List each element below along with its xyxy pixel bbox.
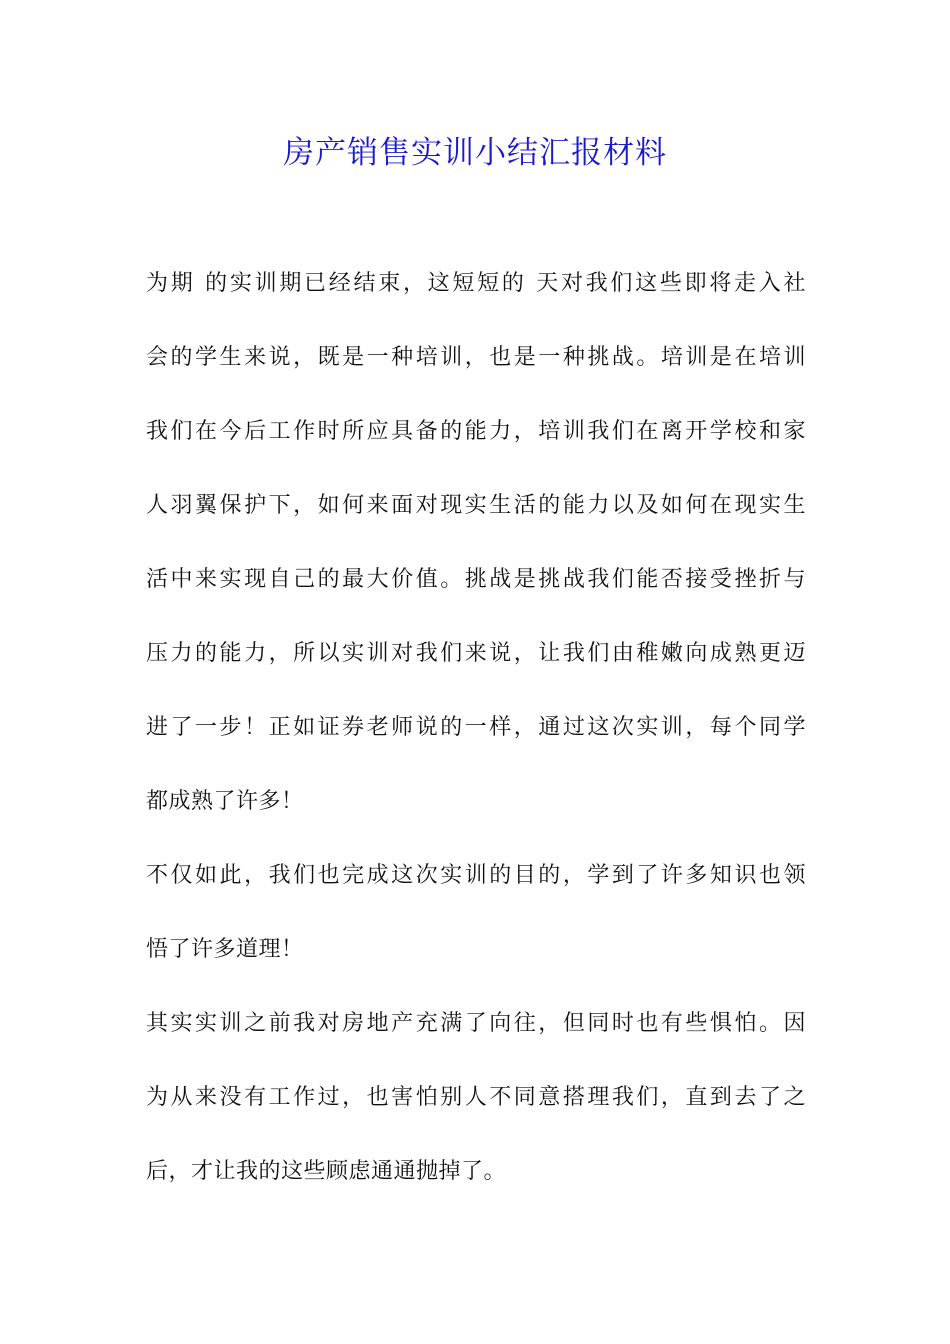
text-line: 为从来没有工作过，也害怕别人不同意搭理我们，直到去了之 (146, 1085, 806, 1110)
document-title: 房产销售实训小结汇报材料 (283, 135, 667, 171)
paragraph-2 (146, 852, 806, 1000)
text-line: 都成熟了许多！ (146, 789, 304, 814)
text-line: 会的学生来说，既是一种培训，也是一种挑战。培训是在培训 (146, 345, 806, 370)
text-line: 压力的能力，所以实训对我们来说，让我们由稚嫩向成熟更迈 (146, 641, 806, 666)
text-line: 进了一步！正如证券老师说的一样，通过这次实训，每个同学 (146, 715, 806, 740)
paragraph-1 (146, 260, 806, 852)
text-line: 悟了许多道理！ (146, 937, 304, 962)
text-line: 后，才让我的这些顾虑通通抛掉了。 (146, 1159, 507, 1184)
text-line: 为期 的实训期已经结束，这短短的 天对我们这些即将走入社 (146, 271, 806, 296)
text-line: 其实实训之前我对房地产充满了向往，但同时也有些惧怕。因 (146, 1011, 806, 1036)
text-line: 人羽翼保护下，如何来面对现实生活的能力以及如何在现实生 (146, 493, 806, 518)
paragraph-3 (146, 1000, 806, 1222)
document-body (146, 260, 806, 1222)
text-line: 不仅如此，我们也完成这次实训的目的，学到了许多知识也领 (146, 863, 806, 888)
text-line: 我们在今后工作时所应具备的能力，培训我们在离开学校和家 (146, 419, 806, 444)
text-line: 活中来实现自己的最大价值。挑战是挑战我们能否接受挫折与 (146, 567, 806, 592)
